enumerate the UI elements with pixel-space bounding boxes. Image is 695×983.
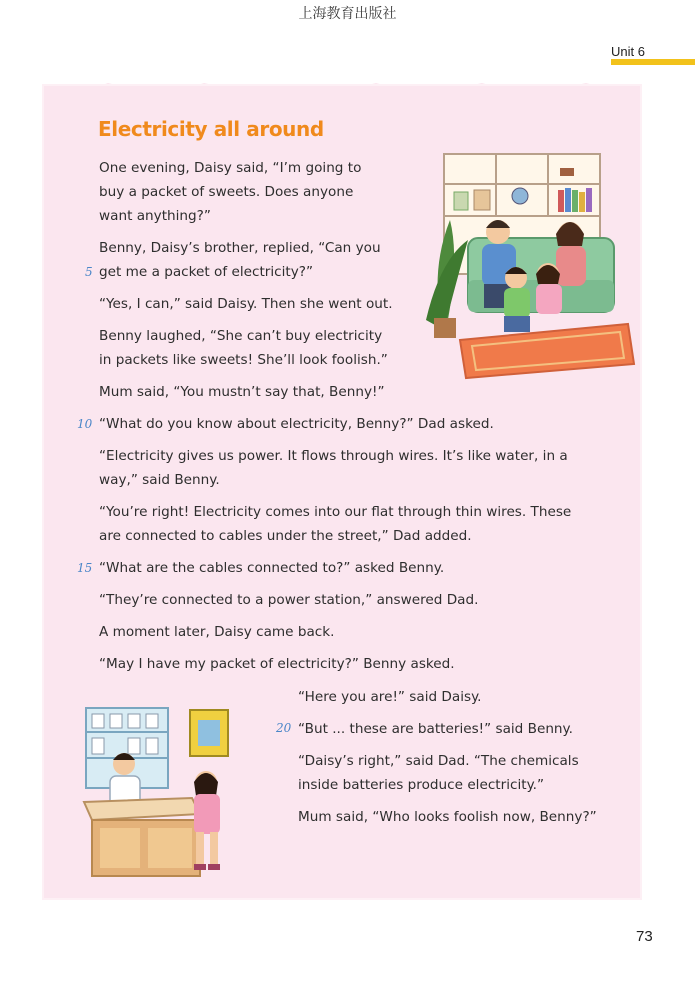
text-line: are connected to cables under the street,” Dad added. <box>99 528 472 544</box>
paragraph-11 <box>99 620 334 644</box>
unit-tab <box>611 44 695 66</box>
text-line: Mum said, “You mustn’t say that, Benny!” <box>99 384 385 400</box>
line-number: 10 <box>77 417 93 431</box>
text-line: One evening, Daisy said, “I’m going to <box>99 160 362 176</box>
paragraph-12 <box>99 652 455 676</box>
family-living-room-illustration <box>420 150 642 382</box>
text-line: “Here you are!” said Daisy. <box>298 689 482 705</box>
paragraph-7 <box>99 444 568 492</box>
text-line: “But ... these are batteries!” said Benny. <box>298 721 573 737</box>
text-line: “You’re right! Electricity comes into our flat through thin wires. These <box>99 504 572 520</box>
story-title: Electricity all around <box>98 117 324 141</box>
paragraph-10 <box>99 588 478 612</box>
paragraph-6 <box>99 412 494 436</box>
unit-bar <box>611 59 695 65</box>
text-line: Benny laughed, “She can’t buy electricity <box>99 328 383 344</box>
paragraph-13 <box>298 685 482 709</box>
shop-illustration <box>82 702 244 884</box>
line-number: 20 <box>276 721 292 735</box>
text-line: “Daisy’s right,” said Dad. “The chemicals <box>298 753 579 769</box>
line-number: 15 <box>77 561 93 575</box>
paragraph-4 <box>99 324 388 372</box>
paragraph-2 <box>99 236 381 284</box>
page-number: 73 <box>636 928 653 945</box>
paragraph-1 <box>99 156 361 228</box>
text-line: get me a packet of electricity?” <box>99 264 314 280</box>
paragraph-15 <box>298 749 579 797</box>
text-line: Benny, Daisy’s brother, replied, “Can you <box>99 240 381 256</box>
text-line: in packets like sweets! She’ll look foolish.” <box>99 352 388 368</box>
paragraph-5 <box>99 380 385 404</box>
line-number: 5 <box>85 265 93 279</box>
text-line: “May I have my packet of electricity?” Benny asked. <box>99 656 455 672</box>
text-line: want anything?” <box>99 208 211 224</box>
paragraph-16 <box>298 805 597 829</box>
text-line: inside batteries produce electricity.” <box>298 777 545 793</box>
publisher-name: 上海教育出版社 <box>298 6 397 22</box>
paragraph-14 <box>298 717 573 741</box>
text-line: buy a packet of sweets. Does anyone <box>99 184 354 200</box>
paragraph-3 <box>99 292 393 316</box>
paragraph-9 <box>99 556 444 580</box>
text-line: “What do you know about electricity, Benny?” Dad asked. <box>99 416 494 432</box>
paragraph-8 <box>99 500 571 548</box>
text-line: Mum said, “Who looks foolish now, Benny?” <box>298 809 597 825</box>
unit-label: Unit 6 <box>611 44 645 59</box>
text-line: “They’re connected to a power station,” answered Dad. <box>99 592 479 608</box>
text-line: A moment later, Daisy came back. <box>99 624 335 640</box>
text-line: way,” said Benny. <box>99 472 220 488</box>
text-line: “Electricity gives us power. It flows through wires. It’s like water, in a <box>99 448 568 464</box>
text-line: “Yes, I can,” said Daisy. Then she went out. <box>99 296 393 312</box>
text-line: “What are the cables connected to?” asked Benny. <box>99 560 445 576</box>
